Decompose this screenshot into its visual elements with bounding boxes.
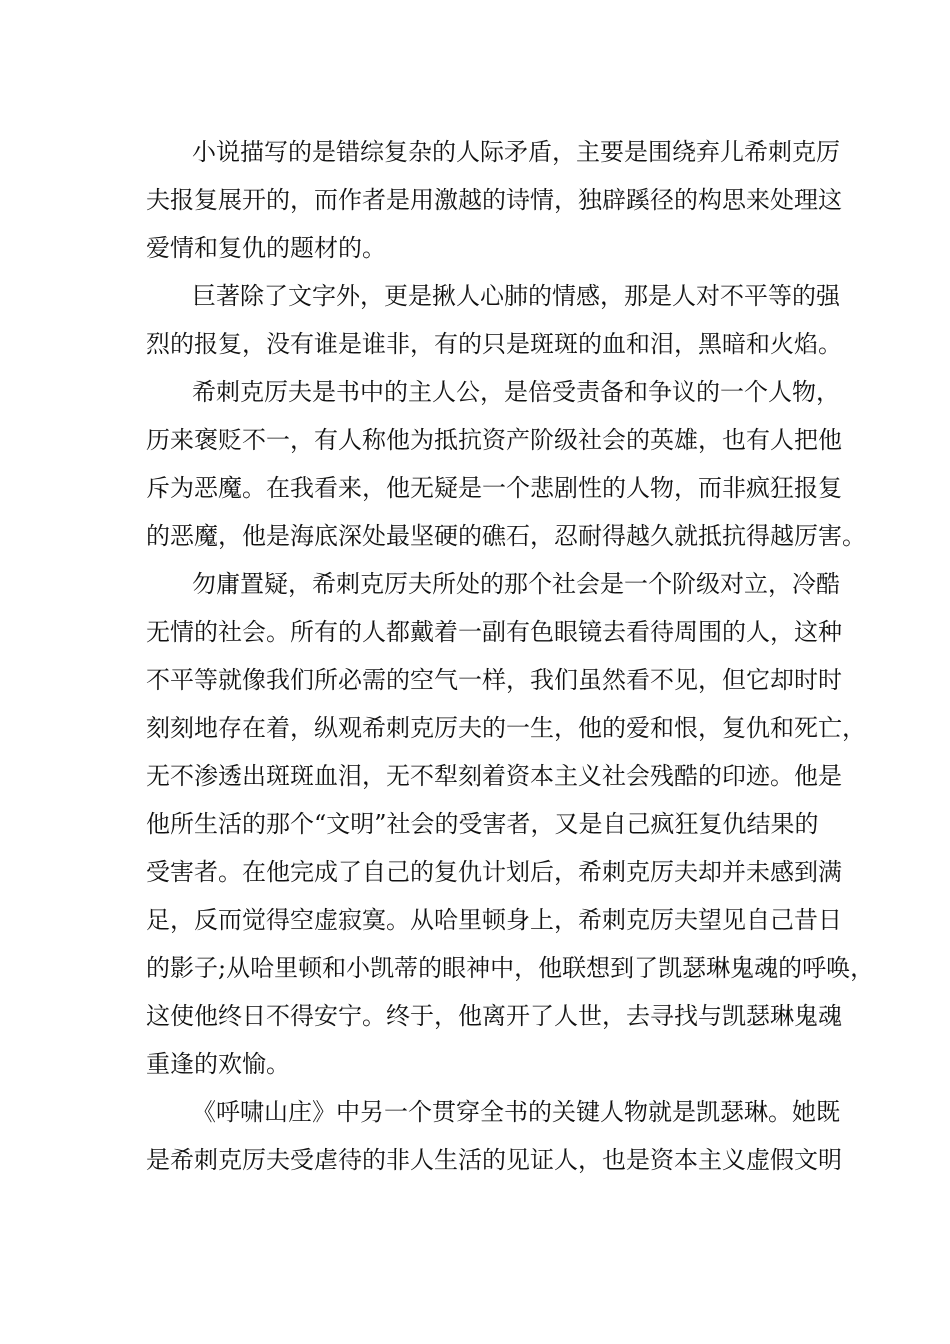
text-line: 的恶魔，他是海底深处最坚硬的礁石，忍耐得越久就抵抗得越厉害。 xyxy=(146,522,866,550)
text-line: 《呼啸山庄》中另一个贯穿全书的关键人物就是凯瑟琳。她既 xyxy=(192,1098,840,1126)
text-line: 他所生活的那个“文明”社会的受害者，又是自己疯狂复仇结果的 xyxy=(146,810,819,838)
text-line: 不平等就像我们所必需的空气一样，我们虽然看不见，但它却时时 xyxy=(146,666,842,694)
text-line: 受害者。在他完成了自己的复仇计划后，希刺克厉夫却并未感到满 xyxy=(146,858,842,886)
paragraph-2 xyxy=(146,272,842,368)
text-line: 足，反而觉得空虚寂寞。从哈里顿身上，希刺克厉夫望见自己昔日 xyxy=(146,906,842,934)
paragraph-3 xyxy=(146,368,866,560)
text-line: 斥为恶魔。在我看来，他无疑是一个悲剧性的人物，而非疯狂报复 xyxy=(146,474,842,502)
text-line: 无不渗透出斑斑血泪，无不犁刻着资本主义社会残酷的印迹。他是 xyxy=(146,762,842,790)
text-line: 是希刺克厉夫受虐待的非人生活的见证人，也是资本主义虚假文明 xyxy=(146,1146,842,1174)
text-line: 勿庸置疑，希刺克厉夫所处的那个社会是一个阶级对立，冷酷 xyxy=(192,570,840,598)
paragraph-5 xyxy=(146,1088,842,1184)
text-line: 历来褒贬不一，有人称他为抵抗资产阶级社会的英雄，也有人把他 xyxy=(146,426,842,454)
text-line: 无情的社会。所有的人都戴着一副有色眼镜去看待周围的人，这种 xyxy=(146,618,842,646)
text-line: 小说描写的是错综复杂的人际矛盾，主要是围绕弃儿希刺克厉 xyxy=(192,138,840,166)
text-line: 夫报复展开的，而作者是用激越的诗情，独辟蹊径的构思来处理这 xyxy=(146,186,842,214)
document-body xyxy=(146,128,875,1184)
text-line: 这使他终日不得安宁。终于，他离开了人世，去寻找与凯瑟琳鬼魂 xyxy=(146,1002,842,1030)
text-line: 爱情和复仇的题材的。 xyxy=(146,234,386,262)
text-line: 刻刻地存在着，纵观希刺克厉夫的一生，他的爱和恨，复仇和死亡， xyxy=(146,714,866,742)
text-line: 重逢的欢愉。 xyxy=(146,1050,290,1078)
paragraph-4 xyxy=(146,560,875,1088)
text-line: 巨著除了文字外，更是揪人心肺的情感，那是人对不平等的强 xyxy=(192,282,840,310)
text-line: 希刺克厉夫是书中的主人公，是倍受责备和争议的一个人物， xyxy=(192,378,840,406)
text-line: 烈的报复，没有谁是谁非，有的只是斑斑的血和泪，黑暗和火焰。 xyxy=(146,330,842,358)
paragraph-1 xyxy=(146,128,842,272)
text-line: 的影子;从哈里顿和小凯蒂的眼神中，他联想到了凯瑟琳鬼魂的呼唤， xyxy=(146,954,875,982)
